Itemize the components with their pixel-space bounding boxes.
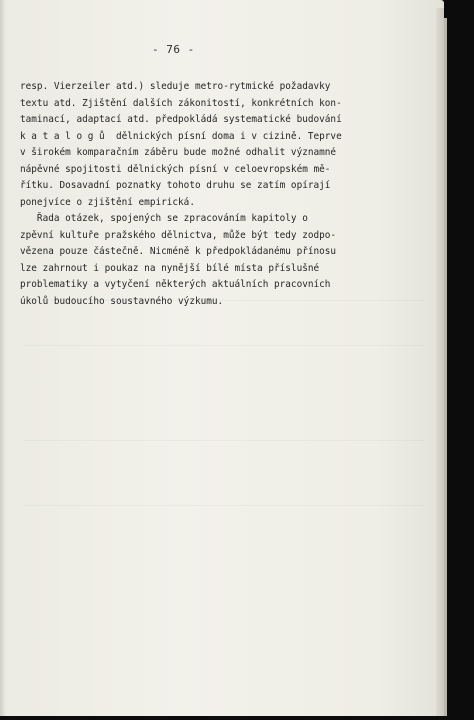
text-line: resp. Vierzeiler atd.) sleduje metro-rytmické požadavky	[20, 81, 331, 92]
text-line: textu atd. Zjištění dalších zákonitostí, konkrétních kon-	[20, 97, 342, 109]
text-line: vězena pouze částečně. Nicméně k předpokládanému přínosu	[20, 246, 337, 257]
text-line: taminací, adaptací atd. předpokládá systematické budování	[20, 114, 342, 125]
text-line: lze zahrnout i poukaz na nynější bílé místa příslušné	[20, 262, 320, 274]
bleed-through-line	[24, 440, 424, 441]
page-edge	[436, 8, 444, 716]
text-line: k a t a l o g ů dělnických písní doma i v cizině. Teprve	[20, 130, 342, 142]
body-text	[20, 79, 420, 310]
text-line: ponejvíce o zjištění empirická.	[20, 196, 195, 208]
bleed-through-line	[24, 505, 424, 506]
underlying-page-edge	[444, 18, 447, 716]
text-line: nápěvné spojitosti dělnických písní v celoevropském mě-	[20, 163, 331, 175]
text-line: zpěvní kultuře pražského dělnictva, může být tedy zodpo-	[20, 229, 337, 241]
paragraph-start-line: Řada otázek, spojených se zpracováním kapitoly o	[20, 213, 308, 224]
page-number: - 76 -	[152, 43, 195, 56]
text-line: úkolů budoucího soustavného výzkumu.	[20, 295, 224, 307]
bleed-through-line	[24, 345, 424, 346]
text-line: řítku. Dosavadní poznatky tohoto druhu se zatím opírají	[20, 180, 331, 191]
text-line: problematiky a vytyčení některých aktuálních pracovních	[20, 279, 331, 290]
binding-edge	[0, 0, 6, 716]
text-line: v širokém komparačním záběru bude možné odhalit významné	[20, 147, 337, 158]
